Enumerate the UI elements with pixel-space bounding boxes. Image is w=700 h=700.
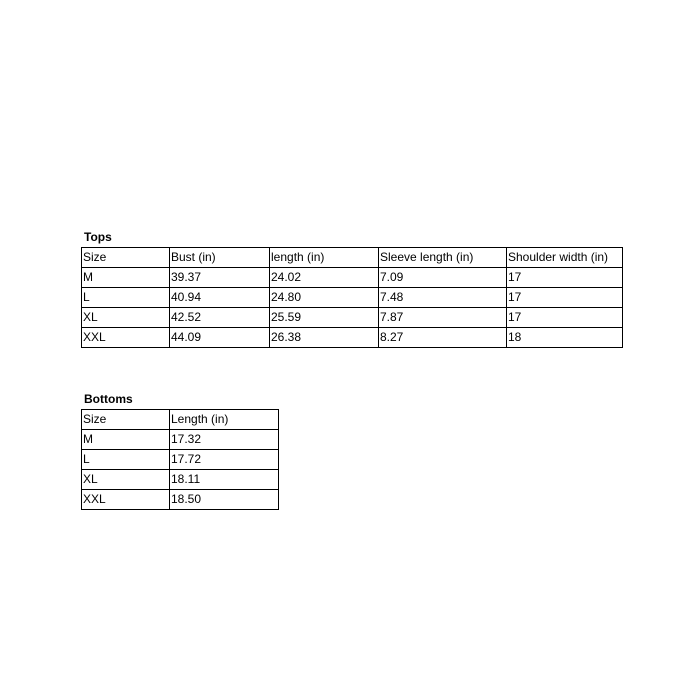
table-cell: 44.09 — [170, 328, 270, 348]
table-cell: 42.52 — [170, 308, 270, 328]
table-cell: 24.02 — [270, 268, 379, 288]
table-cell: 18.11 — [170, 470, 279, 490]
table-cell: 7.87 — [379, 308, 507, 328]
table-row — [82, 450, 279, 470]
table-row — [82, 308, 623, 328]
table-row — [82, 430, 279, 450]
table-cell: 17 — [507, 288, 623, 308]
column-header: length (in) — [270, 248, 379, 268]
table-cell: XXL — [82, 328, 170, 348]
table-row — [82, 470, 279, 490]
table-cell: 8.27 — [379, 328, 507, 348]
table-cell: 17 — [507, 308, 623, 328]
table-cell: M — [82, 268, 170, 288]
column-header: Length (in) — [170, 410, 279, 430]
table-row — [82, 490, 279, 510]
table-cell: 26.38 — [270, 328, 379, 348]
column-header: Sleeve length (in) — [379, 248, 507, 268]
tops-section-title: Tops — [84, 230, 112, 244]
table-cell: 7.48 — [379, 288, 507, 308]
column-header: Bust (in) — [170, 248, 270, 268]
table-cell: M — [82, 430, 170, 450]
table-cell: L — [82, 288, 170, 308]
table-cell: L — [82, 450, 170, 470]
table-header-row — [82, 248, 623, 268]
table-row — [82, 268, 623, 288]
table-cell: XL — [82, 308, 170, 328]
table-cell: 17.32 — [170, 430, 279, 450]
tops-size-table — [81, 247, 623, 348]
bottoms-size-table — [81, 409, 279, 510]
table-cell: XL — [82, 470, 170, 490]
table-cell: 24.80 — [270, 288, 379, 308]
table-cell: 7.09 — [379, 268, 507, 288]
table-row — [82, 288, 623, 308]
table-cell: 25.59 — [270, 308, 379, 328]
table-cell: 39.37 — [170, 268, 270, 288]
table-cell: 17 — [507, 268, 623, 288]
table-header-row — [82, 410, 279, 430]
table-cell: XXL — [82, 490, 170, 510]
table-cell: 18 — [507, 328, 623, 348]
table-cell: 18.50 — [170, 490, 279, 510]
table-cell: 40.94 — [170, 288, 270, 308]
table-row — [82, 328, 623, 348]
column-header: Shoulder width (in) — [507, 248, 623, 268]
column-header: Size — [82, 248, 170, 268]
table-cell: 17.72 — [170, 450, 279, 470]
bottoms-section-title: Bottoms — [84, 392, 133, 406]
column-header: Size — [82, 410, 170, 430]
